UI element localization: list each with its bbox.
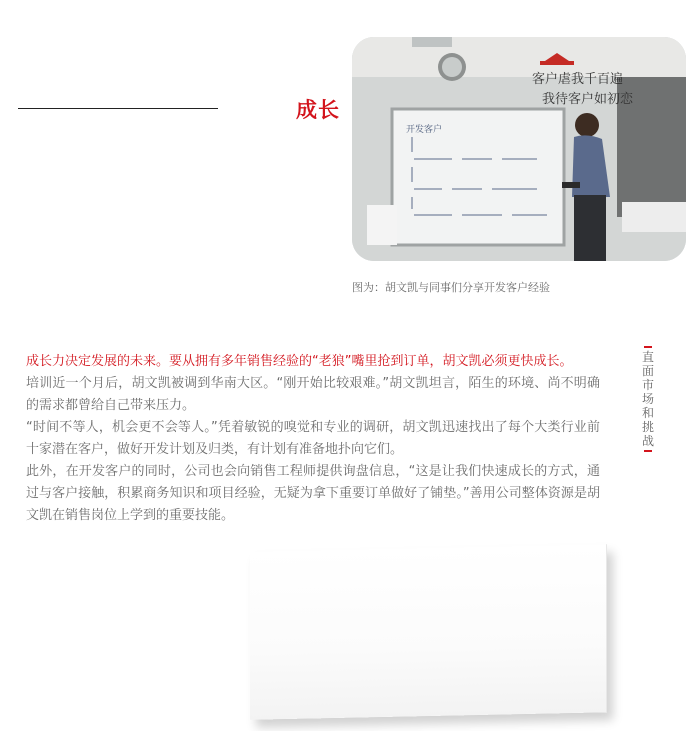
paragraph: 培训近一个月后，胡文凯被调到华南大区。“刚开始比较艰难。”胡文凯坦言，陌生的环境、尚不明确的需求都曾给自己带来压力。 xyxy=(26,376,600,413)
paragraph: 此外，在开发客户的同时，公司也会向销售工程师提供询盘信息，“这是让我们快速成长的方式，通过与客户接触，积累商务知识和项目经验，无疑为拿下重要订单做好了铺垫。”善用公司整体资源是胡文凯在销售岗位上学到的重要技能。 xyxy=(26,464,600,523)
article-body xyxy=(26,351,600,527)
lead-paragraph: 成长力决定发展的未来。要从拥有多年销售经验的“老狼”嘴里抢到订单，胡文凯必须更快成长。 xyxy=(26,354,573,369)
wall-sign-line1: 客户虐我千百遍 xyxy=(532,72,624,87)
curled-paper-decoration xyxy=(250,544,607,719)
wall-sign-line2: 我待客户如初恋 xyxy=(542,92,634,107)
side-label-top-bar xyxy=(644,346,652,348)
decorative-rule xyxy=(18,108,218,109)
section-title: 成长 xyxy=(296,98,340,122)
photo-caption: 图为：胡文凯与同事们分享开发客户经验 xyxy=(352,281,550,294)
side-label xyxy=(641,344,655,454)
presentation-photo xyxy=(352,37,686,261)
paragraph: “时间不等人，机会更不会等人。”凭着敏锐的嗅觉和专业的调研，胡文凯迅速找出了每个大类行业前十家潜在客户，做好开发计划及归类，有计划有准备地扑向它们。 xyxy=(26,420,600,457)
side-label-bottom-bar xyxy=(644,450,652,452)
whiteboard-title: 开发客户 xyxy=(406,125,443,135)
side-label-text: 直面市场和挑战 xyxy=(641,350,654,448)
